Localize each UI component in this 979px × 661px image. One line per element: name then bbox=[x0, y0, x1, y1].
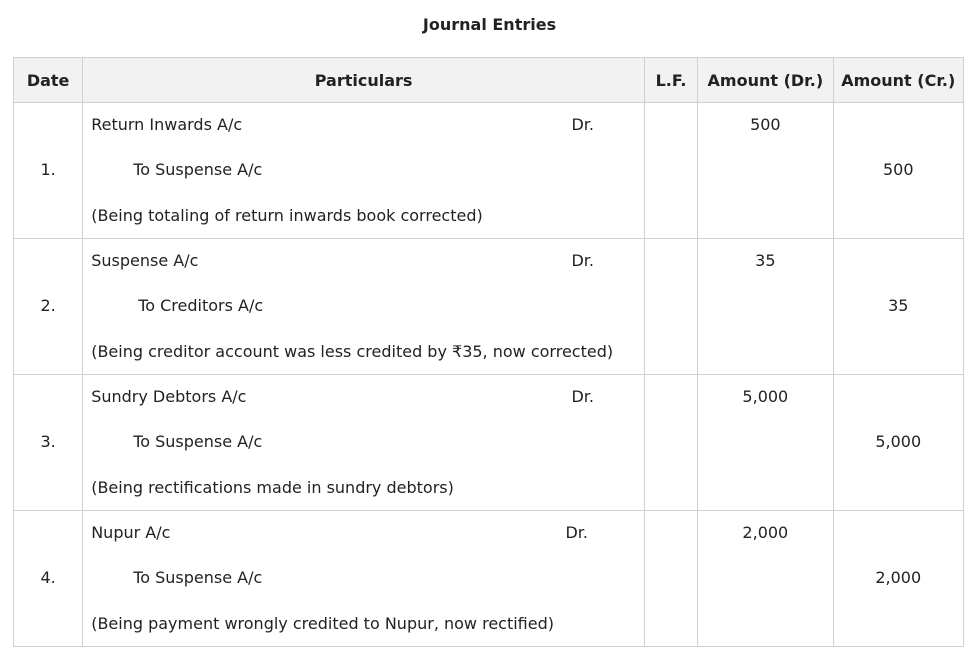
particulars-cell bbox=[83, 511, 645, 647]
journal-table bbox=[13, 57, 964, 647]
narration: (Being totaling of return inwards book corrected) bbox=[91, 206, 483, 225]
debit-account: Return Inwards A/c bbox=[91, 115, 243, 134]
narration: (Being creditor account was less credited by ₹35, now corrected) bbox=[91, 342, 614, 361]
particulars-cell bbox=[83, 103, 645, 239]
date-cell bbox=[14, 239, 83, 375]
particulars-cell bbox=[83, 375, 645, 511]
credit-account: To Creditors A/c bbox=[138, 296, 264, 315]
header-date: Date bbox=[14, 58, 83, 103]
amount-cr-cell bbox=[833, 511, 963, 647]
header-amount-cr: Amount (Cr.) bbox=[833, 58, 963, 103]
dr-marker: Dr. bbox=[571, 387, 594, 406]
date-cell bbox=[14, 375, 83, 511]
table-row bbox=[14, 511, 964, 647]
dr-marker: Dr. bbox=[571, 115, 594, 134]
amount-cr: 5,000 bbox=[875, 432, 922, 451]
credit-account: To Suspense A/c bbox=[133, 160, 263, 179]
amount-dr-cell bbox=[698, 375, 833, 511]
credit-account: To Suspense A/c bbox=[133, 432, 263, 451]
header-amount-dr: Amount (Dr.) bbox=[698, 58, 833, 103]
particulars-cell bbox=[83, 239, 645, 375]
amount-dr-cell bbox=[698, 239, 833, 375]
table-row bbox=[14, 239, 964, 375]
date-cell bbox=[14, 511, 83, 647]
entry-date: 4. bbox=[40, 568, 56, 587]
narration: (Being rectifications made in sundry debtors) bbox=[91, 478, 454, 497]
amount-cr: 35 bbox=[888, 296, 909, 315]
amount-cr-cell bbox=[833, 103, 963, 239]
table-row bbox=[14, 375, 964, 511]
amount-dr: 2,000 bbox=[742, 523, 789, 542]
lf-cell bbox=[644, 511, 697, 647]
dr-marker: Dr. bbox=[565, 523, 588, 542]
amount-dr: 500 bbox=[750, 115, 781, 134]
table-row bbox=[14, 103, 964, 239]
dr-marker: Dr. bbox=[571, 251, 594, 270]
debit-account: Nupur A/c bbox=[91, 523, 171, 542]
amount-dr-cell bbox=[698, 511, 833, 647]
debit-account: Suspense A/c bbox=[91, 251, 199, 270]
amount-dr: 5,000 bbox=[742, 387, 789, 406]
entry-date: 1. bbox=[40, 160, 56, 179]
amount-cr: 2,000 bbox=[875, 568, 922, 587]
amount-cr: 500 bbox=[883, 160, 914, 179]
lf-cell bbox=[644, 375, 697, 511]
debit-account: Sundry Debtors A/c bbox=[91, 387, 247, 406]
amount-cr-cell bbox=[833, 239, 963, 375]
header-lf: L.F. bbox=[644, 58, 697, 103]
amount-cr-cell bbox=[833, 375, 963, 511]
page-title: Journal Entries bbox=[422, 15, 557, 34]
entry-date: 3. bbox=[40, 432, 56, 451]
amount-dr: 35 bbox=[755, 251, 776, 270]
date-cell bbox=[14, 103, 83, 239]
header-row bbox=[14, 58, 964, 103]
amount-dr-cell bbox=[698, 103, 833, 239]
narration: (Being payment wrongly credited to Nupur, now rectified) bbox=[91, 614, 554, 633]
credit-account: To Suspense A/c bbox=[133, 568, 263, 587]
entry-date: 2. bbox=[40, 296, 56, 315]
header-particulars: Particulars bbox=[83, 58, 645, 103]
lf-cell bbox=[644, 239, 697, 375]
lf-cell bbox=[644, 103, 697, 239]
